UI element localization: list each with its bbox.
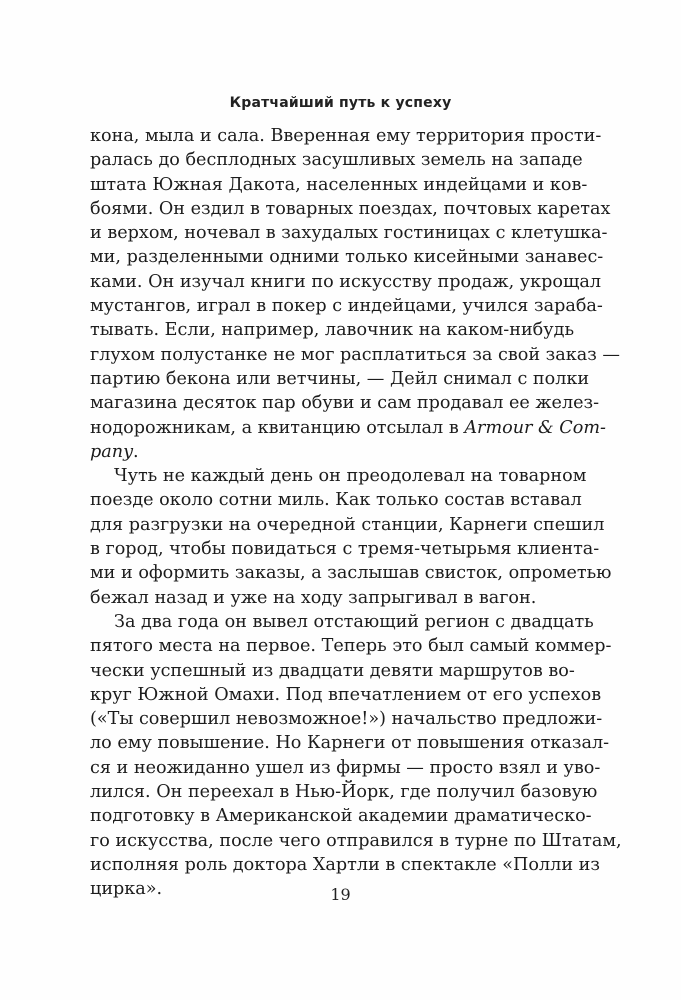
- text-line: За два года он вывел отстающий регион с двадцать: [114, 611, 594, 632]
- text-line-last: цирка».: [90, 879, 163, 900]
- text-line: чески успешный из двадцати девяти маршрутов во-: [90, 660, 575, 681]
- text-line: боями. Он ездил в товарных поездах, почтовых каретах: [90, 198, 611, 219]
- text-line-last: бежал назад и уже на ходу запрыгивал в вагон.: [90, 587, 537, 608]
- text-line: мустангов, играл в покер с индейцами, учился зараба-: [90, 296, 603, 317]
- text-line: ками. Он изучал книги по искусству продаж, укрощал: [90, 271, 602, 292]
- page-number: 19: [330, 885, 351, 904]
- text-line: глухом полустанке не мог расплатиться за свой заказ —: [90, 344, 621, 365]
- text-line: для разгрузки на очередной станции, Карнеги спешил: [90, 514, 605, 535]
- running-title: Кратчайший путь к успеху: [229, 95, 452, 111]
- paragraph-3: [90, 610, 622, 902]
- text-line: поезде около сотни миль. Как только состав вставал: [90, 490, 582, 511]
- text-line: тывать. Если, например, лавочник на каком-нибудь: [90, 320, 575, 341]
- company-name-italic-end: pany: [90, 441, 134, 462]
- text-line: го искусства, после чего отправился в турне по Штатам,: [90, 830, 622, 851]
- text-line: ми, разделенными одними только кисейными занавес-: [90, 247, 604, 268]
- text-line: в город, чтобы повидаться с тремя-четырьмя клиента-: [90, 539, 600, 560]
- text-line: и верхом, ночевал в захудалых гостиницах с клетушка-: [90, 223, 608, 244]
- text-line: ралась до бесплодных засушливых земель на западе: [90, 150, 583, 171]
- paragraph-2: [90, 464, 612, 610]
- text-line: («Ты совершил невозможное!») начальство предложи-: [90, 709, 603, 730]
- text-line: ми и оформить заказы, а заслышав свисток, опрометью: [90, 563, 612, 584]
- text-line: подготовку в Американской академии драматическо-: [90, 806, 592, 827]
- body-text: [90, 124, 622, 902]
- text-line: ся и неожиданно ушел из фирмы — просто взял и уво-: [90, 757, 601, 778]
- text-line-last: pany.: [90, 441, 139, 462]
- text-line: лился. Он переехал в Нью-Йорк, где получил базовую: [90, 782, 598, 803]
- company-name-italic: Armour & Com-: [464, 417, 606, 438]
- text-line: штата Южная Дакота, населенных индейцами и ков-: [90, 174, 588, 195]
- text-line: исполняя роль доктора Хартли в спектакле «Полли из: [90, 854, 600, 875]
- text-line: пятого места на первое. Теперь это был самый коммер-: [90, 636, 612, 657]
- text-line: ло ему повышение. Но Карнеги от повышения отказал-: [90, 733, 610, 754]
- text-line-with-company: [90, 416, 606, 440]
- text-line: кона, мыла и сала. Вверенная ему территория прости-: [90, 126, 602, 146]
- text-line: Чуть не каждый день он преодолевал на товарном: [114, 466, 587, 487]
- text-line: круг Южной Омахи. Под впечатлением от его успехов: [90, 684, 602, 705]
- text-line: партию бекона или ветчины, — Дейл снимал с полки: [90, 368, 590, 389]
- paragraph-1: [90, 124, 621, 464]
- text-segment: нодорожникам, а квитанцию отсылал в: [90, 417, 459, 438]
- text-line: магазина десяток пар обуви и сам продавал ее желез-: [90, 393, 600, 414]
